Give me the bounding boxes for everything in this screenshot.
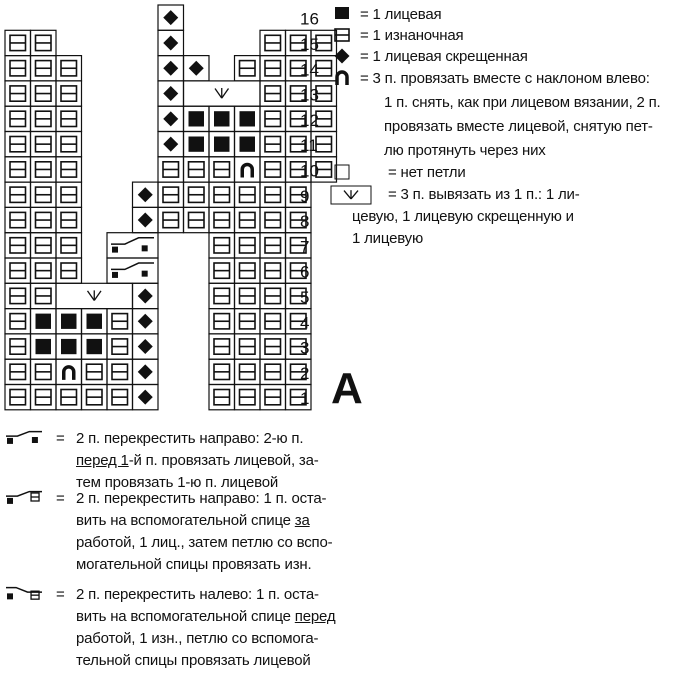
row-number: 10 [300,161,319,181]
legend-no-stitch: = нет петли [388,164,466,181]
chart-cell [235,157,261,182]
legend-k3tog-line4: лю протянуть через них [384,142,546,159]
chart-cell [107,233,158,258]
cross-rp-line3: работой, 1 лиц., затем петлю со вспо- [76,534,333,551]
row-number: 7 [300,237,310,257]
chart-grid [5,5,337,410]
legend-twisted: = 1 лицевая скрещенная [360,48,528,65]
legend-k3tog-line2: 1 п. снять, как при лицевом вязании, 2 п. [384,94,661,111]
cross-l-line2: вить на вспомогательной спице перед [76,608,336,625]
eq-sign: = [56,586,65,603]
row-number: 11 [300,136,318,156]
row-number: 8 [300,212,310,232]
cross-l-line3: работой, 1 изн., петлю со вспомога- [76,630,319,647]
no-stitch-icon [335,165,349,179]
cross-rk-line2: перед 1-й п. провязать лицевой, за- [76,452,319,469]
row-number: 13 [300,85,319,105]
legend-increase-line3: 1 лицевую [352,230,423,247]
row-number: 9 [300,186,310,206]
chart-cell [107,258,158,283]
row-number: 2 [300,363,310,383]
row-number: 6 [300,262,310,282]
legend-k3tog-line3: провязать вместе лицевой, снятую пет- [384,118,653,135]
legend-knit: = 1 лицевая [360,6,442,23]
row-number: 12 [300,110,319,130]
row-number: 14 [300,60,319,80]
legend-purl: = 1 изнаночная [360,27,464,44]
chart-cell [56,359,82,384]
cross-rp-line1: 2 п. перекрестить направо: 1 п. оста- [76,490,327,507]
row-number: 3 [300,338,310,358]
row-number: 15 [300,35,319,55]
row-number: 4 [300,313,310,333]
chart-letter: A [331,364,363,413]
row-number: 1 [300,389,310,409]
cross-rk-line3: тем провязать 1-ю п. лицевой [76,474,279,491]
row-number: 16 [300,9,319,29]
cross-l-line4: тельной спицы провязать лицевой [76,652,311,669]
cross-rp-line2: вить на вспомогательной спице за [76,512,310,529]
cross-l-line1: 2 п. перекрестить налево: 1 п. оста- [76,586,319,603]
eq-sign: = [56,490,65,507]
row-number: 5 [300,288,310,308]
legend-k3tog: = 3 п. провязать вместе с наклоном влево: [360,70,650,87]
cross-rk-line1: 2 п. перекрестить направо: 2-ю п. [76,430,304,447]
legend-increase: = 3 п. вывязать из 1 п.: 1 ли- [388,186,580,203]
eq-sign: = [56,430,65,447]
legend-increase-line2: цевую, 1 лицевую скрещенную и [352,208,574,225]
cross-rp-line4: могательной спицы провязать изн. [76,556,312,573]
